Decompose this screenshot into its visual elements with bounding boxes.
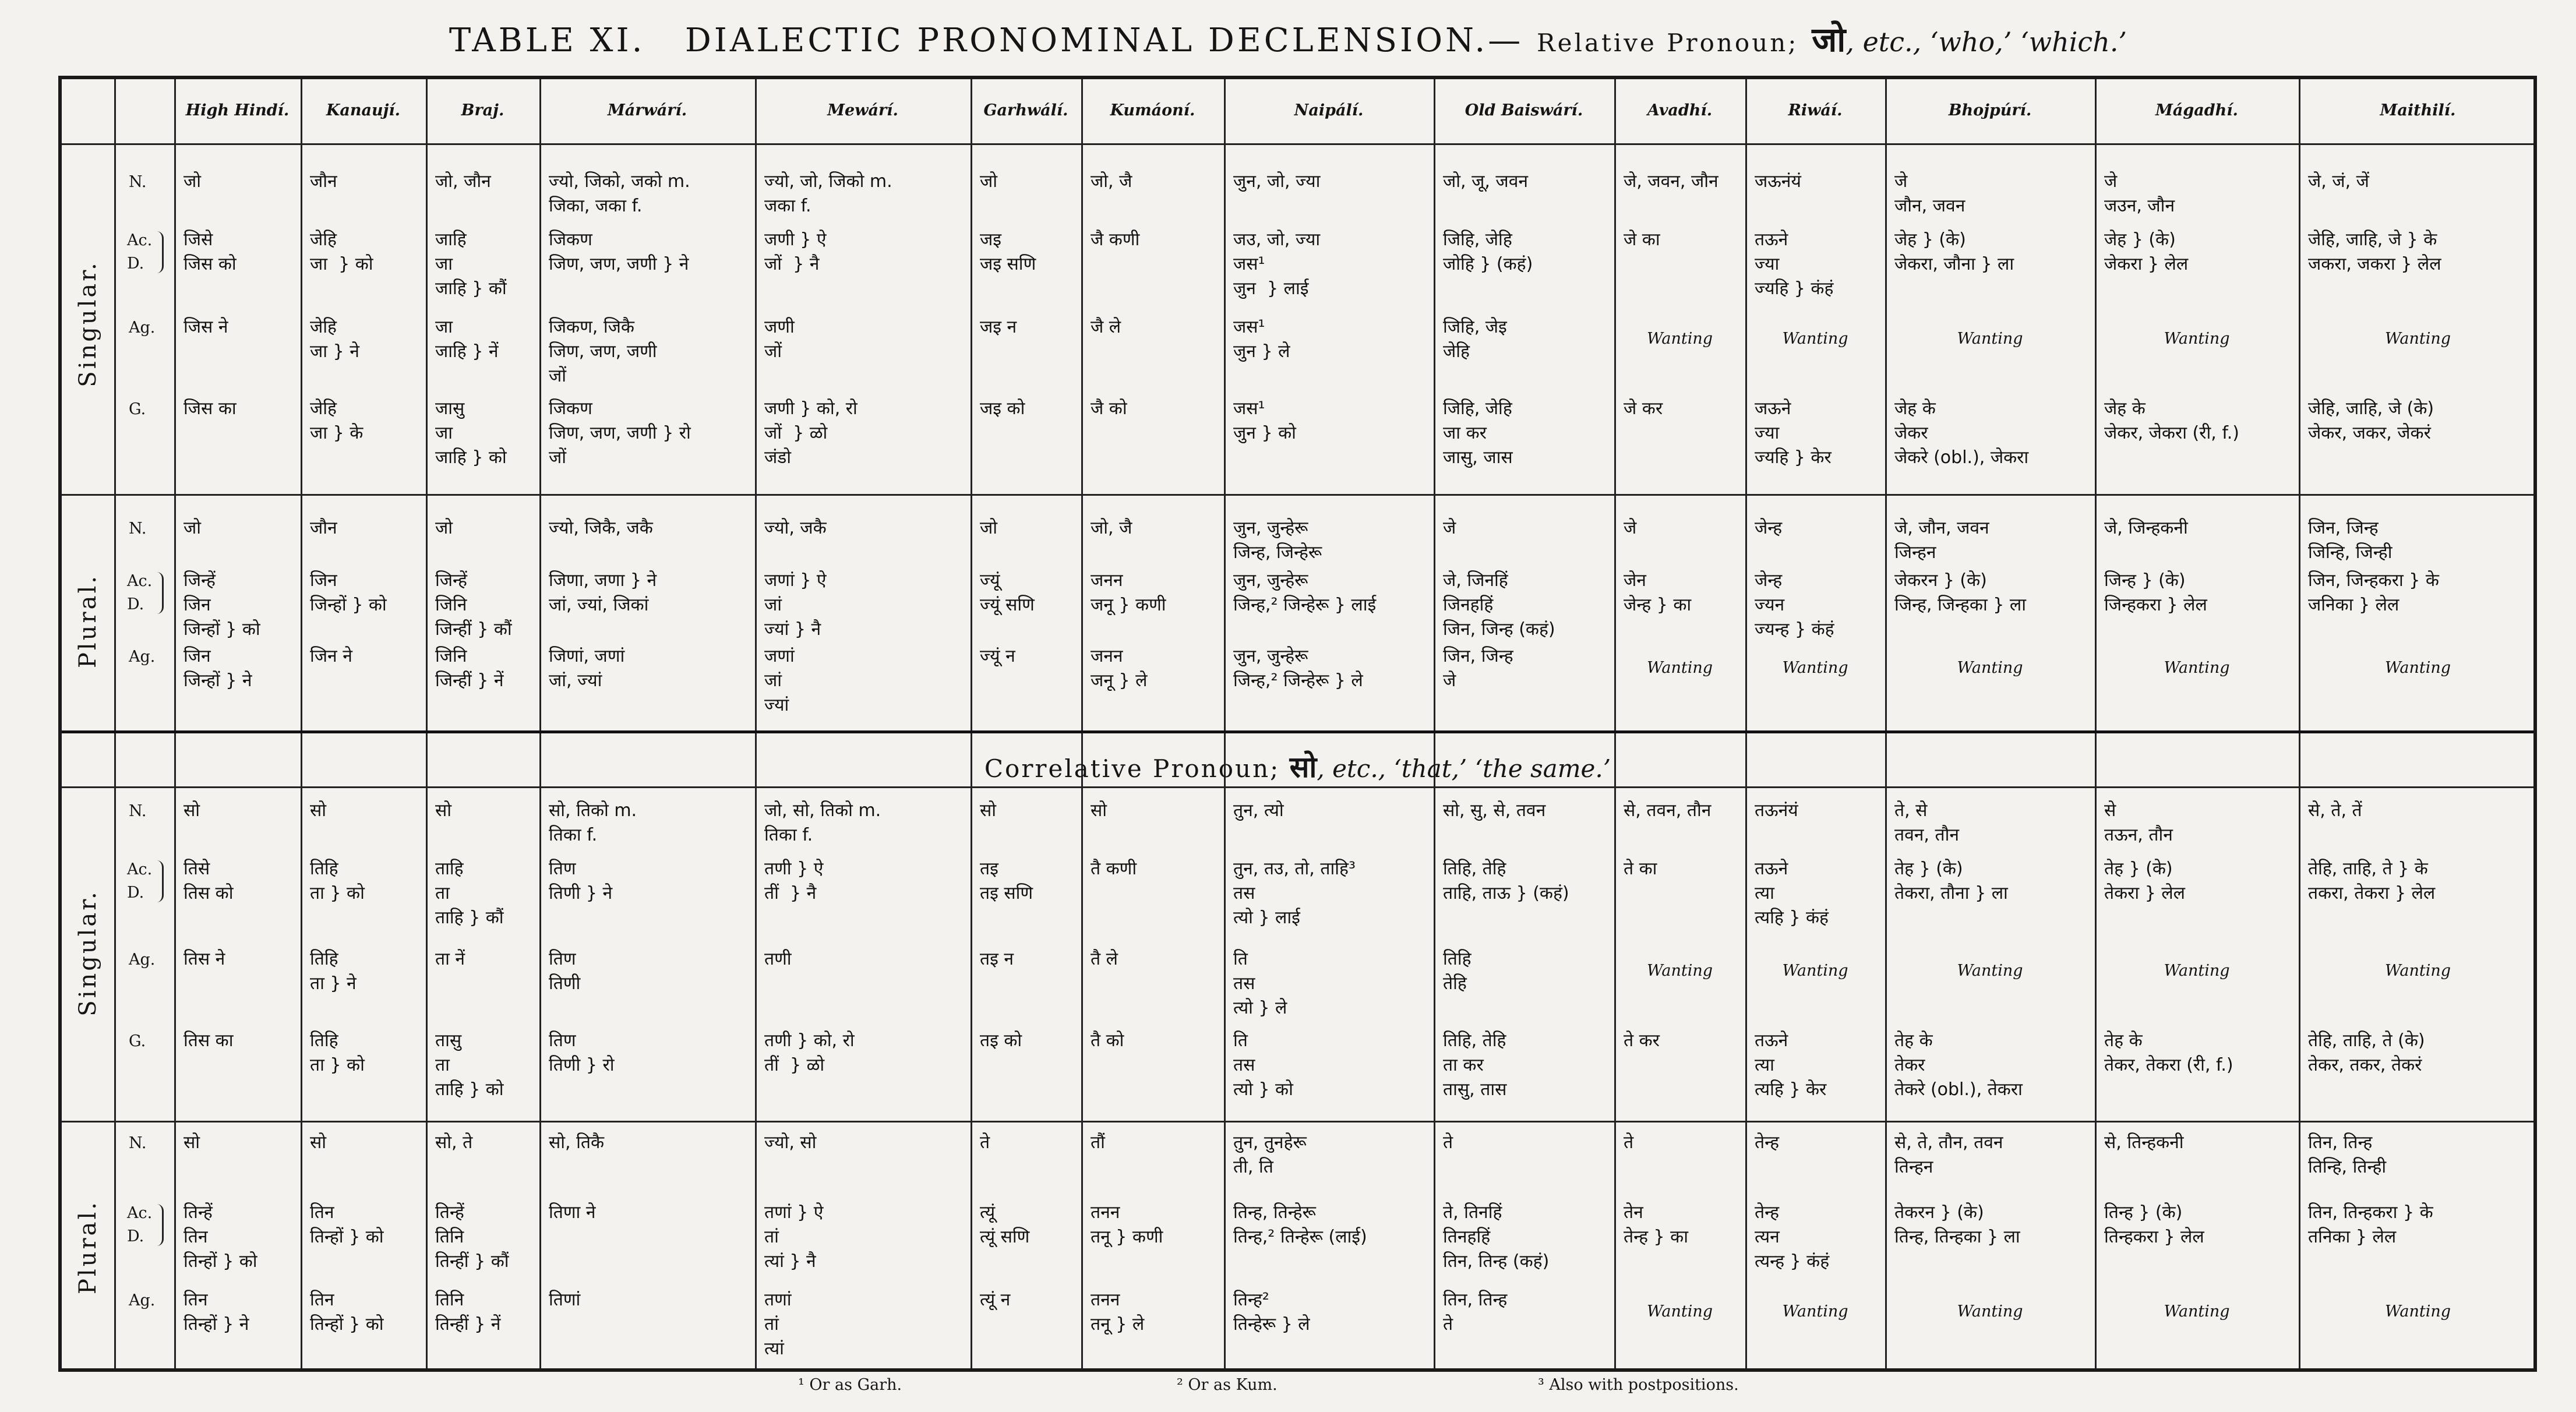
table-cell: जनन जनू } कणी	[1091, 570, 1166, 615]
table-cell: तेह } (के) तेकरा } लेल	[2104, 859, 2186, 903]
table-cell: सो	[310, 800, 327, 821]
table-cell: तिणा ने	[549, 1202, 596, 1223]
table-cell: जो, जौन	[435, 171, 491, 192]
col-header-old-baiswari: Old Baiswárí.	[1465, 101, 1583, 119]
table-cell: से, तिन्हकनी	[2104, 1132, 2184, 1153]
col-header-avadhi: Avadhí.	[1647, 101, 1713, 119]
table-cell: Wanting	[1782, 1302, 1848, 1321]
table-cell: ता नें	[435, 949, 465, 969]
table-cell: तनन तनू } ले	[1091, 1290, 1145, 1335]
table-heading: DIALECTIC PRONOMINAL DECLENSION.—	[684, 22, 1524, 59]
table-cell: जिस का	[184, 398, 237, 419]
case-label-acc-dat	[127, 1202, 152, 1248]
table-cell: Wanting	[2164, 659, 2230, 677]
table-cell: से, ते, तें	[2308, 800, 2362, 821]
table-cell: जो	[435, 518, 453, 538]
table-cell: तिन्हें तिन तिन्हों } को	[184, 1202, 257, 1272]
case-brace	[156, 231, 164, 273]
table-cell: Wanting	[2164, 330, 2230, 348]
table-cell: तिहि तेहि	[1443, 949, 1472, 994]
table-cell: जिकण, जिकै जिण, जण, जणी जों	[549, 317, 657, 386]
table-cell: तिहि, तेहि ताहि, ताऊ } (कहं)	[1443, 859, 1569, 903]
group-label-relative-singular: Singular.	[75, 260, 101, 387]
table-cell: तऊने त्या त्यहि } कंहं	[1755, 859, 1829, 928]
table-cell: तेन्ह त्यन त्यन्ह } कंहं	[1755, 1202, 1830, 1272]
table-cell: तणी } को, रो तीं } ळो	[764, 1030, 855, 1075]
table-cell: सो	[435, 800, 452, 821]
table-cell: जिणां, जणां जां, ज्यां	[549, 646, 625, 691]
table-cell: जो	[980, 518, 998, 538]
table-cell: Wanting	[2384, 962, 2451, 980]
table-cell: तिहि ता } को	[310, 1030, 365, 1075]
table-cell: तइ तइ सणि	[980, 859, 1033, 903]
case-label-dative: D.	[127, 1227, 144, 1245]
table-cell: ज्यूं ज्यूं सणि	[980, 570, 1035, 615]
table-cell: जुन, जुन्हेरू जिन्ह,² जिन्हेरू } ले	[1233, 646, 1363, 691]
table-cell: तिन, तिन्ह तिन्हि, तिन्ही	[2308, 1132, 2387, 1177]
table-cell: तिहि ता } ने	[310, 949, 357, 994]
col-header-kanauji: Kanaují.	[326, 101, 401, 119]
case-brace	[156, 1204, 164, 1246]
table-cell: जिन्हें जिन जिन्हों } को	[184, 570, 260, 640]
table-cell: त्यूं त्यूं सणि	[980, 1202, 1030, 1247]
table-cell: Wanting	[1646, 1302, 1713, 1321]
table-cell: जिसे जिस को	[184, 230, 237, 274]
case-label-dative: D.	[127, 884, 144, 902]
table-cell: सो	[310, 1132, 327, 1153]
case-label-acc-dat	[127, 858, 152, 905]
table-cell: जेन्ह ज्यन ज्यन्ह } कंहं	[1755, 570, 1834, 640]
correlative-pronoun-label: Correlative Pronoun;	[984, 754, 1280, 783]
group-label-correlative-singular: Singular.	[75, 889, 101, 1016]
correlative-pronoun-gloss: , etc., ‘that,’ ‘the same.’	[1317, 754, 1611, 783]
table-cell: ते, तिनहिं तिनहहिं तिन, तिन्ह (कहं)	[1443, 1202, 1550, 1272]
table-cell: तुन, तुनहेरू ती, ति	[1233, 1132, 1307, 1177]
table-cell: जो, जै	[1091, 171, 1132, 192]
table-cell: तिनि तिन्हीं } नें	[435, 1290, 501, 1335]
declension-table	[58, 76, 2537, 1372]
table-cell: तइ न	[980, 949, 1014, 969]
table-cell: जुन, जुन्हेरू जिन्ह,² जिन्हेरू } लाई	[1233, 570, 1377, 615]
table-number: TABLE XI.	[449, 22, 645, 59]
table-cell: जेह के जेकर जेकरे (obl.), जेकरा	[1894, 398, 2029, 468]
table-title	[0, 15, 2576, 61]
table-cell: तऊने ज्या ज्यहि } कंहं	[1755, 230, 1834, 299]
table-cell: जेकरन } (के) जिन्ह, जिन्हका } ला	[1894, 570, 2027, 615]
relative-pronoun-gloss: , etc., ‘who,’ ‘which.’	[1845, 26, 2127, 58]
table-cell: तिहि ता } को	[310, 859, 365, 903]
table-cell: ज्यो, सो	[764, 1132, 817, 1153]
table-cell: जिन जिन्हों } ने	[184, 646, 252, 691]
footnote-2: ² Or as Kum.	[1177, 1376, 1278, 1394]
table-cell: Wanting	[1957, 962, 2023, 980]
table-cell: तेहि, ताहि, ते (के) तेकर, तकर, तेकरं	[2308, 1030, 2425, 1075]
table-cell: जिकण जिण, जण, जणी } ने	[549, 230, 689, 274]
table-cell: Wanting	[1782, 330, 1848, 348]
table-cell: जेह } (के) जेकरा, जौना } ला	[1894, 230, 2014, 274]
table-cell: Wanting	[2384, 659, 2451, 677]
table-cell: ते	[1624, 1132, 1634, 1153]
case-label-ag: Ag.	[129, 648, 156, 666]
table-cell: जौन	[310, 518, 337, 538]
table-cell: ते	[1443, 1132, 1453, 1153]
case-label-ag: Ag.	[129, 951, 156, 969]
table-cell: ति तस त्यो } ले	[1233, 949, 1287, 1018]
table-cell: तणी	[764, 949, 792, 969]
table-cell: जइ जइ सणि	[980, 230, 1036, 274]
case-label-n: N.	[129, 802, 147, 820]
table-cell: जिन्ह } (के) जिन्हकरा } लेल	[2104, 570, 2207, 615]
table-cell: सो, तिकै	[549, 1132, 605, 1153]
table-cell: तिस का	[184, 1030, 234, 1051]
table-cell: जो, जू, जवन	[1443, 171, 1529, 192]
table-cell: जे	[1443, 518, 1456, 538]
table-cell: जेन जेन्ह } का	[1624, 570, 1692, 615]
table-cell: जिनि जिन्हीं } नें	[435, 646, 504, 691]
table-cell: तणां } ऐ तां त्यां } नै	[764, 1202, 824, 1272]
table-cell: जणां } ऐ जां ज्यां } नै	[764, 570, 827, 640]
table-cell: जउ, जो, ज्या जस¹ जुन } लाई	[1233, 230, 1321, 299]
table-cell: सो	[184, 1132, 200, 1153]
case-label-ag: Ag.	[129, 1291, 156, 1309]
group-label-relative-plural: Plural.	[75, 574, 101, 668]
table-cell: जेहि जा } ने	[310, 317, 359, 362]
table-cell: तिन्हें तिनि तिन्हीं } कौं	[435, 1202, 509, 1272]
case-label-accusative: Ac.	[127, 860, 153, 878]
col-header-kumaoni: Kumáoní.	[1110, 101, 1195, 119]
table-cell: जो, सो, तिको m. तिका f.	[764, 800, 881, 845]
table-cell: तणां तां त्यां	[764, 1290, 792, 1359]
table-cell: जिन, जिन्ह जिन्हि, जिन्ही	[2308, 518, 2392, 563]
table-cell: जिस ने	[184, 317, 228, 337]
table-cell: तौं	[1091, 1132, 1105, 1153]
table-cell: जिन, जिन्हकरा } के जनिका } लेल	[2308, 570, 2439, 615]
table-cell: ज्यो, जो, जिको m. जका f.	[764, 171, 892, 216]
group-label-correlative-plural: Plural.	[75, 1200, 101, 1294]
table-cell: तेह के तेकर तेकरे (obl.), तेकरा	[1894, 1030, 2023, 1100]
table-cell: ते	[980, 1132, 990, 1153]
table-cell: जे, जौन, जवन जिन्हन	[1894, 518, 1989, 563]
table-cell: से, तवन, तौन	[1624, 800, 1712, 821]
table-cell: Wanting	[1646, 330, 1713, 348]
table-cell: जो	[184, 518, 202, 538]
table-cell: सो, ते	[435, 1132, 473, 1153]
table-cell: तिन्ह, तिन्हेरू तिन्ह,² तिन्हेरू (लाई)	[1233, 1202, 1367, 1247]
table-cell: Wanting	[2164, 1302, 2230, 1321]
table-cell: तिणां	[549, 1290, 581, 1310]
table-cell: जेह } (के) जेकरा } लेल	[2104, 230, 2189, 274]
table-cell: तिण तिणी } ने	[549, 859, 613, 903]
table-cell: Wanting	[1782, 962, 1848, 980]
table-cell: तेकरन } (के) तिन्ह, तिन्हका } ला	[1894, 1202, 2020, 1247]
table-cell: जो	[184, 171, 202, 192]
table-cell: जणी } को, रो जों } ळो जंडो	[764, 398, 858, 468]
case-label-accusative: Ac.	[127, 231, 153, 249]
case-label-accusative: Ac.	[127, 1204, 153, 1222]
table-cell: जे, जिन्हकनी	[2104, 518, 2188, 538]
table-cell: तै को	[1091, 1030, 1124, 1051]
case-label-dative: D.	[127, 595, 144, 613]
case-label-g: G.	[129, 1032, 146, 1050]
table-cell: से, ते, तौन, तवन तिन्हन	[1894, 1132, 2003, 1177]
case-label-n: N.	[129, 520, 147, 538]
case-label-g: G.	[129, 400, 146, 418]
table-cell: जस¹ जुन } को	[1233, 398, 1296, 443]
table-cell: Wanting	[1957, 1302, 2023, 1321]
case-brace	[156, 572, 164, 614]
table-cell: जिणा, जणा } ने जां, ज्यां, जिकां	[549, 570, 657, 615]
table-cell: जस¹ जुन } ले	[1233, 317, 1290, 362]
table-cell: जे, जं, जें	[2308, 171, 2369, 192]
table-cell: तिन, तिन्ह ते	[1443, 1290, 1508, 1335]
table-cell: तणी } ऐ तीं } नै	[764, 859, 824, 903]
table-cell: जासु जा जाहि } को	[435, 398, 507, 468]
table-cell: तिहि, तेहि ता कर तासु, तास	[1443, 1030, 1507, 1100]
col-header-mewari: Mewárí.	[827, 101, 898, 119]
table-cell: ति तस त्यो } को	[1233, 1030, 1293, 1100]
table-cell: जणां जां ज्यां	[764, 646, 795, 715]
table-cell: जे जौन, जवन	[1894, 171, 1965, 216]
table-cell: Wanting	[2384, 330, 2451, 348]
case-brace	[156, 860, 164, 902]
table-cell: तिन, तिन्हकरा } के तनिका } लेल	[2308, 1202, 2433, 1247]
table-cell: ते, से तवन, तौन	[1894, 800, 1960, 845]
table-cell: जेन्ह	[1755, 518, 1783, 538]
table-cell: जे कर	[1624, 398, 1663, 419]
table-cell: जेह के जेकर, जेकरा (री, f.)	[2104, 398, 2239, 443]
table-cell: ते का	[1624, 859, 1657, 879]
table-cell: जे जउन, जौन	[2104, 171, 2175, 216]
table-cell: जनन जनू } ले	[1091, 646, 1148, 691]
table-cell: Wanting	[1782, 659, 1848, 677]
table-cell: जा जाहि } नें	[435, 317, 499, 362]
case-label-n: N.	[129, 173, 147, 191]
table-cell: ज्यूं न	[980, 646, 1015, 666]
table-cell: जेहि, जाहि, जे (के) जेकर, जकर, जेकरं	[2308, 398, 2434, 443]
col-header-garhwali: Garhwálí.	[983, 101, 1068, 119]
table-cell: तिन तिन्हों } को	[310, 1202, 384, 1247]
table-cell: तिण तिणी } रो	[549, 1030, 615, 1075]
table-cell: तुन, त्यो	[1233, 800, 1284, 821]
table-cell: सो	[1091, 800, 1107, 821]
footnote-3: ³ Also with postpositions.	[1538, 1376, 1739, 1394]
table-cell: जइ को	[980, 398, 1025, 419]
table-cell: जुन, जो, ज्या	[1233, 171, 1321, 192]
col-header-maithili: Maithilí.	[2380, 101, 2456, 119]
table-cell: तऊने त्या त्यहि } केर	[1755, 1030, 1827, 1100]
table-cell: से तऊन, तौन	[2104, 800, 2173, 845]
table-cell: तऊनंयं	[1755, 800, 1798, 821]
col-header-braj: Braj.	[461, 101, 504, 119]
case-label-dative: D.	[127, 255, 144, 273]
table-cell: तनन तनू } कणी	[1091, 1202, 1163, 1247]
table-cell: जे	[1624, 518, 1637, 538]
case-label-n: N.	[129, 1134, 147, 1152]
table-cell: जुन, जुन्हेरू जिन्ह, जिन्हेरू	[1233, 518, 1322, 563]
table-cell: जै को	[1091, 398, 1127, 419]
table-cell: जे, जिनहिं जिनहहिं जिन, जिन्ह (कहं)	[1443, 570, 1555, 640]
correlative-title	[62, 746, 2533, 786]
table-cell: Wanting	[1646, 659, 1713, 677]
table-cell: जऊने ज्या ज्यहि } केर	[1755, 398, 1832, 468]
table-cell: जिकण जिण, जण, जणी } रो जों	[549, 398, 691, 468]
table-cell: Wanting	[1957, 659, 2023, 677]
table-cell: सो, सु, से, तवन	[1443, 800, 1546, 821]
correlative-pronoun-word: सो	[1289, 750, 1317, 784]
table-cell: तै कणी	[1091, 859, 1137, 879]
relative-pronoun-word: जो	[1812, 20, 1846, 59]
table-cell: तिस ने	[184, 949, 225, 969]
table-cell: जै ले	[1091, 317, 1121, 337]
case-label-accusative: Ac.	[127, 572, 153, 590]
table-cell: Wanting	[2164, 962, 2230, 980]
table-cell: तिन्ह } (के) तिन्हकरा } लेल	[2104, 1202, 2204, 1247]
table-cell: जइ न	[980, 317, 1017, 337]
table-cell: त्यूं न	[980, 1290, 1011, 1310]
table-cell: जौन	[310, 171, 337, 192]
table-cell: जाहि जा जाहि } कौं	[435, 230, 507, 299]
table-cell: जिहि, जेइ जेहि	[1443, 317, 1507, 362]
table-cell: जेहि, जाहि, जे } के जकरा, जकरा } लेल	[2308, 230, 2441, 274]
table-cell: सो	[980, 800, 997, 821]
table-cell: तिन तिन्हों } ने	[184, 1290, 249, 1335]
table-cell: तेह } (के) तेकरा, तौना } ला	[1894, 859, 2008, 903]
table-cell: जेहि जा } को	[310, 230, 373, 274]
case-label-acc-dat	[127, 229, 152, 276]
table-cell: जिन, जिन्ह जे	[1443, 646, 1513, 691]
table-cell: ज्यो, जिकै, जकै	[549, 518, 653, 538]
table-cell: तिन तिन्हों } को	[310, 1290, 384, 1335]
case-label-acc-dat	[127, 570, 152, 616]
table-cell: जिहि, जेहि जोहि } (कहं)	[1443, 230, 1533, 274]
table-cell: Wanting	[1957, 330, 2023, 348]
col-header-riwai: Riwáí.	[1788, 101, 1843, 119]
table-cell: तिन्ह² तिन्हेरू } ले	[1233, 1290, 1310, 1335]
table-cell: तेन तेन्ह } का	[1624, 1202, 1688, 1247]
table-cell: ज्यो, जकै	[764, 518, 827, 538]
table-cell: जो	[980, 171, 998, 192]
col-header-magadhi: Mágadhí.	[2155, 101, 2238, 119]
table-cell: ते कर	[1624, 1030, 1660, 1051]
table-cell: तेन्ह	[1755, 1132, 1779, 1153]
case-label-ag: Ag.	[129, 319, 156, 337]
table-cell: सो, तिको m. तिका f.	[549, 800, 637, 845]
col-header-bhojpuri: Bhojpúrí.	[1948, 101, 2032, 119]
table-cell: जो, जै	[1091, 518, 1132, 538]
table-cell: तिसे तिस को	[184, 859, 234, 903]
table-cell: जणी } ऐ जों } नै	[764, 230, 827, 274]
table-cell: तिण तिणी	[549, 949, 581, 994]
table-cell: जणी जों	[764, 317, 795, 362]
table-cell: ज्यो, जिको, जको m. जिका, जका f.	[549, 171, 690, 216]
footnote-1: ¹ Or as Garh.	[798, 1376, 902, 1394]
table-cell: जे का	[1624, 230, 1660, 250]
table-cell: जऊनंयं	[1755, 171, 1801, 192]
table-cell: जिन ने	[310, 646, 352, 666]
table-cell: जिन्हें जिनि जिन्हीं } कौं	[435, 570, 512, 640]
relative-pronoun-label: Relative Pronoun;	[1537, 29, 1799, 57]
col-header-naipali: Naipálí.	[1294, 101, 1364, 119]
table-cell: सो	[184, 800, 200, 821]
table-cell: तेहि, ताहि, ते } के तकरा, तेकरा } लेल	[2308, 859, 2436, 903]
table-cell: तै ले	[1091, 949, 1118, 969]
table-cell: तेह के तेकर, तेकरा (री, f.)	[2104, 1030, 2233, 1075]
col-header-marwari: Márwárí.	[607, 101, 687, 119]
table-cell: तासु ता ताहि } को	[435, 1030, 504, 1100]
table-cell: तुन, तउ, तो, ताहि³ तस त्यो } लाई	[1233, 859, 1356, 928]
table-cell: ताहि ता ताहि } कौं	[435, 859, 504, 928]
table-cell: जै कणी	[1091, 230, 1140, 250]
table-cell: Wanting	[1646, 962, 1713, 980]
col-header-high-hindi: High Hindí.	[185, 101, 290, 119]
table-cell: जिहि, जेहि जा कर जासु, जास	[1443, 398, 1513, 468]
table-cell: जिन जिन्हों } को	[310, 570, 387, 615]
table-cell: तइ को	[980, 1030, 1022, 1051]
table-cell: जेहि जा } के	[310, 398, 364, 443]
table-cell: जे, जवन, जौन	[1624, 171, 1718, 192]
table-cell: Wanting	[2384, 1302, 2451, 1321]
